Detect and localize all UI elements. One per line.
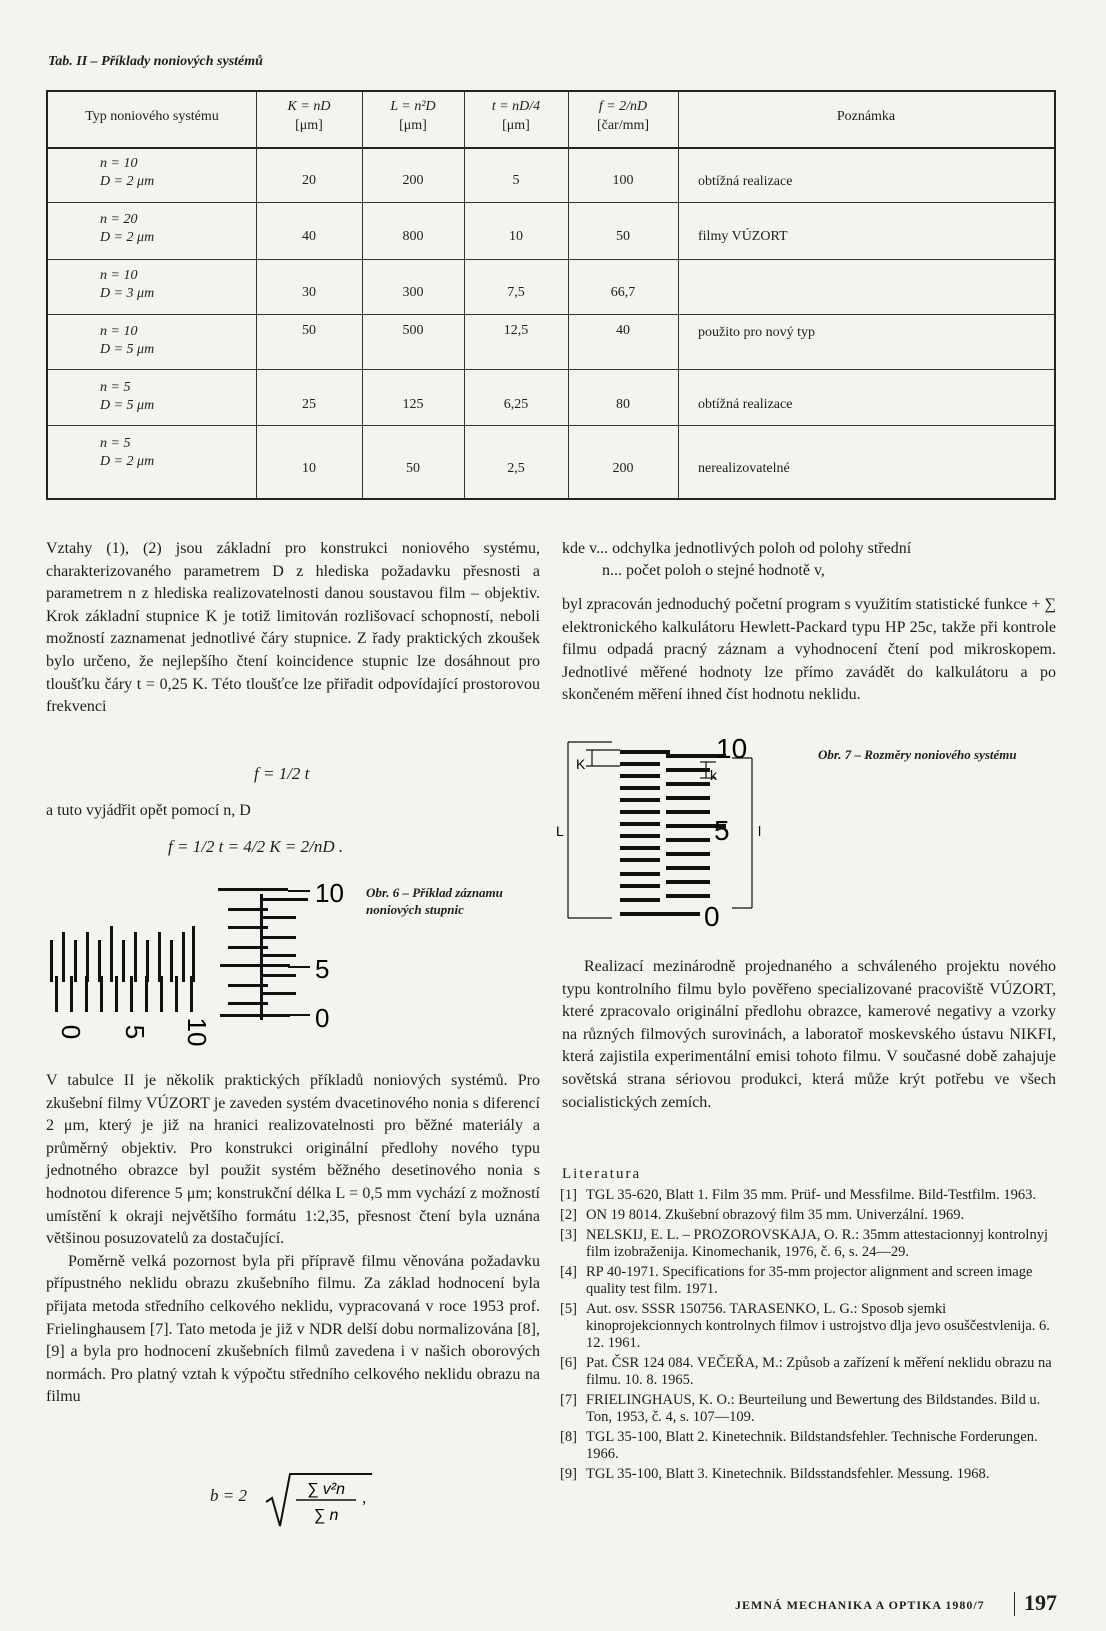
reference-item — [560, 1429, 1056, 1463]
fig7-label-10: 10 — [716, 738, 748, 764]
formula-b-comma: , — [362, 1488, 367, 1507]
fig7-label-0: 0 — [704, 901, 720, 932]
scale-label: 5 — [315, 954, 330, 984]
left-paragraph-3 — [46, 1070, 540, 1409]
kde-line-2: n... počet poloh o stejné hodnotě v, — [602, 562, 825, 579]
footer-divider — [1014, 1592, 1015, 1616]
fig7-label-l: l — [758, 823, 762, 839]
reference-item — [560, 1355, 1056, 1389]
row-note: obtížná realizace — [698, 174, 793, 189]
header-note: Poznámka — [836, 109, 896, 124]
row-n: n = 5 — [100, 436, 131, 451]
row-k: 50 — [302, 323, 316, 338]
row-k: 20 — [302, 173, 316, 188]
row-n: n = 10 — [100, 268, 138, 283]
scale-bar — [134, 932, 137, 982]
scale-label: 0 — [315, 1003, 330, 1033]
scale-bar — [122, 940, 125, 982]
scale-bar — [70, 976, 73, 1012]
row-note: nerealizovatelné — [698, 461, 790, 476]
reference-item — [560, 1392, 1056, 1426]
row-d: D = 2 μm — [100, 454, 155, 469]
row-k: 40 — [302, 229, 316, 244]
literature-heading: Literatura — [562, 1166, 642, 1182]
header-f-formula: f = 2/nD — [598, 99, 648, 114]
row-t: 12,5 — [503, 323, 529, 338]
reference-item — [560, 1301, 1056, 1352]
reference-number: [5] — [560, 1301, 577, 1317]
row-t: 2,5 — [507, 461, 525, 476]
row-k: 10 — [302, 461, 316, 476]
header-t-formula: t = nD/4 — [491, 99, 541, 114]
left-paragraph-3-text: V tabulce II je několik praktických příkladů noniových systémů. Pro zkušební filmy VÚZORT je zaveden systém dvacetinového nonia s diferencí 2 μm, který je již na hranici realizovatelnosti pro běžné materiály a průměrný objektiv. Pro konstrukci originální předlohy nového typu jednotného obrazce byl použit systém běžného desetinového nonia s hodnotou diference 5 μm; konstrukční délka L = 0,5 mm vychází z možností umístění k okraji největšího formátu 1:2,35, přesnost čtení byla uznána většinou posuzovatelů za dostačující. — [46, 1072, 540, 1248]
row-n: n = 10 — [100, 324, 138, 339]
scale-bar — [145, 976, 148, 1012]
row-f: 100 — [612, 173, 634, 188]
row-n: n = 20 — [100, 212, 138, 227]
row-f: 200 — [612, 461, 634, 476]
literature-list — [560, 1187, 1056, 1486]
scale-bar — [182, 932, 185, 982]
reference-text: Pat. ČSR 124 084. VEČEŘA, M.: Způsob a zařízení k měření neklidu obrazu na filmu. 10. 8. 1965. — [586, 1355, 1052, 1388]
reference-number: [4] — [560, 1264, 577, 1280]
scale-bar — [110, 926, 113, 982]
reference-text: TGL 35-100, Blatt 3. Kinetechnik. Bildsstandsfehler. Messung. 1968. — [586, 1466, 990, 1482]
reference-number: [6] — [560, 1355, 577, 1371]
scale-bar — [86, 932, 89, 982]
row-t: 7,5 — [507, 285, 525, 300]
fig7-label-k: k — [710, 767, 717, 783]
scale-bar — [190, 976, 193, 1012]
left-paragraph-1: Vztahy (1), (2) jsou základní pro konstrukci noniového systému, charakterizovaného parametrem D z hlediska požadavku přesnosti a parametrem n z hlediska realizovatelnosti danou soustavou film – objektiv. Krok základní stupnice K je totiž limitován rozlišovací schopností, neboli možností zaznamenat jednotlivé čáry stupnice. Z řady praktických zkoušek bylo určeno, že nejlepšího čtení koincidence stupnic lze dosáhnout pro tloušťku čáry t = 0,25 K. Této tloušťce lze přiřadit odpovídající prostorovou frekvenci — [46, 540, 540, 716]
figure-6-nonius-scales — [40, 880, 360, 1050]
reference-text: Aut. osv. SSSR 150756. TARASENKO, L. G.: Sposob sjemki kinoprojekcionnych kontrolnych filmov i ustrojstvo dlja jevo osuščestvlenija. 6. 12. 1961. — [586, 1301, 1050, 1351]
row-f: 80 — [616, 397, 630, 412]
reference-text: FRIELINGHAUS, K. O.: Beurteilung und Bewertung des Bildstandes. Bild u. Ton, 1953, č. 4, s. 107—109. — [586, 1392, 1041, 1425]
rot-label: 10 — [182, 1017, 212, 1047]
formula-b — [210, 1486, 247, 1506]
journal-footer: JEMNÁ MECHANIKA A OPTIKA 1980/7 — [735, 1598, 985, 1612]
row-note: filmy VÚZORT — [698, 229, 788, 244]
scale-bar — [85, 976, 88, 1012]
fig7-label-L: L — [556, 823, 564, 839]
header-k-formula: K = nD — [287, 99, 331, 114]
rot-label: 0 — [56, 1024, 86, 1040]
reference-text: ON 19 8014. Zkušební obrazový film 35 mm. Univerzální. 1969. — [586, 1207, 965, 1223]
row-l: 300 — [402, 285, 424, 300]
header-t-unit: [μm] — [502, 118, 530, 133]
reference-item — [560, 1264, 1056, 1298]
scale-bar — [170, 940, 173, 982]
formula-f-expanded: f = 1/2 t = 4/2 K = 2/nD . — [168, 837, 344, 856]
row-d: D = 5 μm — [100, 342, 155, 357]
scale-label: 10 — [315, 880, 344, 908]
scale-bar — [74, 940, 77, 982]
right-paragraph-1: byl zpracován jednoduchý početní program s využitím statistické funkce + ∑ elektronického kalkulátoru Hewlett-Packard typu HP 25c, takže při kontrole filmu odpadá pracný záznam a vyhodnocení čtení pod mikroskopem. Jednotlivé měřené hodnoty lze přímo zavádět do kalkulátoru a po skončeném měření ihned číst hodnotu neklidu. — [562, 596, 1056, 704]
row-f: 50 — [616, 229, 630, 244]
header-typ: Typ noniového systému — [85, 109, 219, 124]
scale-bar — [130, 976, 133, 1012]
scale-bar — [98, 940, 101, 982]
row-n: n = 5 — [100, 380, 131, 395]
scale-bar — [158, 932, 161, 982]
row-l: 125 — [402, 397, 424, 412]
reference-item — [560, 1207, 1056, 1224]
rot-label: 5 — [120, 1024, 150, 1040]
left-paragraph-4-text: Poměrně velká pozornost byla při přípravě filmu věnována požadavku přípustného neklidu obrazu zkušebního filmu. Za základ hodnocení byla přijata metoda středního celkového neklidu, vypracovaná v roce 1953 prof. Frielinghausem [7]. Tato metoda je již v NDR delší dobu normalizována [8], [9] a byla pro hodnocení zkušebních filmů zavedena i v našich oborových normách. Pro platný vztah k výpočtu středního celkového neklidu obrazu na filmu — [46, 1252, 540, 1406]
row-note: obtížná realizace — [698, 397, 793, 412]
scale-bar — [160, 976, 163, 1012]
fig7-label-K: K — [576, 756, 586, 772]
reference-number: [1] — [560, 1187, 577, 1203]
scale-bar — [146, 940, 149, 982]
row-l: 500 — [402, 323, 424, 338]
fig7-label-5: 5 — [714, 815, 730, 846]
reference-number: [7] — [560, 1392, 577, 1408]
row-l: 50 — [406, 461, 420, 476]
formula-f: f = 1/2 t — [254, 764, 310, 783]
reference-item — [560, 1227, 1056, 1261]
header-l-unit: [μm] — [399, 118, 427, 133]
row-t: 6,25 — [503, 397, 529, 412]
reference-text: RP 40-1971. Specifications for 35-mm projector alignment and screen image quality test film. 1971. — [586, 1264, 1033, 1297]
page-number: 197 — [1024, 1590, 1057, 1615]
reference-number: [9] — [560, 1466, 577, 1482]
row-note: použito pro nový typ — [698, 325, 816, 340]
scale-bar — [192, 926, 195, 982]
row-n: n = 10 — [100, 156, 138, 171]
row-l: 200 — [402, 173, 424, 188]
row-f: 40 — [616, 323, 630, 338]
row-d: D = 2 μm — [100, 230, 155, 245]
formula-b-root — [264, 1472, 374, 1530]
formula-b-numerator: ∑ v²n — [306, 1481, 346, 1498]
right-paragraph-2: Realizací mezinárodně projednaného a schváleného projektu nového typu kontrolního filmu bylo pověřeno specializované pracoviště VÚZORT, které zpracovalo originální předlohu obrazce, kamerové negativy a vzorky na různých filmových surovinách, a laboratoř moskevského ústavu NIKFI, která zajistila experimentální emisi tohoto filmu. V současné době zahajuje sovětská strana sériovou produkci, která může krýt potřebu ve všech socialistických zemích. — [562, 958, 1056, 1111]
header-k-unit: [μm] — [295, 118, 323, 133]
row-k: 30 — [302, 285, 316, 300]
row-d: D = 3 μm — [100, 286, 155, 301]
left-paragraph-2: a tuto vyjádřit opět pomocí n, D — [46, 802, 251, 819]
figure-7-nonius-dimensions — [556, 738, 796, 938]
header-f-unit: [čar/mm] — [596, 118, 650, 133]
scale-bar — [55, 976, 58, 1012]
reference-item — [560, 1466, 1056, 1483]
header-l-formula: L = n²D — [390, 99, 436, 114]
reference-number: [8] — [560, 1429, 577, 1445]
row-l: 800 — [402, 229, 424, 244]
kde-line-1: kde v... odchylka jednotlivých poloh od polohy střední — [562, 540, 912, 557]
reference-text: TGL 35-100, Blatt 2. Kinetechnik. Bildstandsfehler. Technische Forderungen. 1966. — [586, 1429, 1038, 1462]
row-f: 66,7 — [610, 285, 636, 300]
scale-bar — [62, 932, 65, 982]
row-d: D = 2 μm — [100, 174, 155, 189]
reference-text: TGL 35-620, Blatt 1. Film 35 mm. Prüf- und Messfilme. Bild-Testfilm. 1963. — [586, 1187, 1036, 1203]
row-t: 10 — [509, 229, 523, 244]
formula-b-lhs: b = 2 — [210, 1486, 247, 1505]
scale-bar — [50, 940, 53, 982]
formula-b-denominator: ∑ n — [313, 1507, 339, 1524]
reference-item — [560, 1187, 1056, 1204]
reference-number: [2] — [560, 1207, 577, 1223]
nonius-table — [46, 90, 1056, 500]
table-caption: Tab. II – Příklady noniových systémů — [48, 54, 263, 69]
figure-7-caption: Obr. 7 – Rozměry noniového systému — [818, 747, 1017, 762]
scale-bar — [175, 976, 178, 1012]
row-t: 5 — [512, 173, 520, 188]
row-d: D = 5 μm — [100, 398, 155, 413]
figure-6-caption: Obr. 6 – Příklad záznamu noniových stupnic — [366, 885, 503, 917]
reference-number: [3] — [560, 1227, 577, 1243]
reference-text: NELSKIJ, E. L. – PROZOROVSKAJA, O. R.: 35mm attestacionnyj kontrolnyj film izobraženija. Kinomechanik, 1976, č. 6, s. 24—29. — [586, 1227, 1048, 1260]
scale-bar — [100, 976, 103, 1012]
scale-bar — [115, 976, 118, 1012]
row-k: 25 — [302, 397, 316, 412]
